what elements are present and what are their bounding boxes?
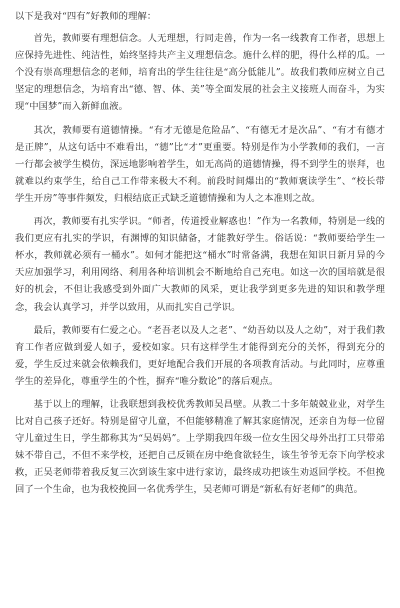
intro-line: 以下是我对“四有”好教师的理解： bbox=[15, 11, 157, 22]
paragraph-morals: 其次，教师要有道德情操。“有才无德是危险品”、“有德无才是次品”、“有才有德才是正牌”，从这句话中不难看出，“德”比“才”更重要。特别是作为小学教师的我们，一言一行都会被学生模仿，深远地影响着学生，如无高尚的道德情操，得不到学生的崇拜，也就难以约束学生，给自己工作带来极大不利。前段时间爆出的“教师褒读学生”、“校长带学生开房”等事件频发，归根结底正式缺乏道德情操和为人之本准则之故。 bbox=[15, 124, 385, 204]
paragraph-example-teacher: 基于以上的理解，让我联想到我校优秀教师吴昌壁。从教二十多年兢兢业业，对学生比对自己孩子还好。特别是留守儿童，不但能够精准了解其家庭情况，还亲自为每一位留守儿童过生日，学生都称其为“吴妈妈”。上学期我四年级一位女生因父母外出打工只带弟妹不带自己，不但不来学校，还把自己反锁在房中绝食欲轻生，该生爷爷无奈下向学校求救，正吴老师带着我反复三次到该生家中进行家访，最终成功把该生劝返回学校。不但挽回了一个生命，也为我校挽回一名优秀学生，吴老师可谓是“新私有好老师”的典范。 bbox=[15, 398, 385, 496]
paragraph-kindness: 最后，教师要有仁爱之心。“老吾老以及人之老”、“幼吾幼以及人之幼”，对于我们教育工作者应做到爱人如子，爱校如家。只有这样学生才能得到充分的关怀，得到充分的爱，学生反过来就会依赖我们，更好地配合我们开展的各项教育活动。与此同时，应尊重学生的差异化，尊重学生的个性，摒弃“唯分数论”的落后观点。 bbox=[15, 324, 385, 387]
paragraph-knowledge: 再次，教师要有扎实学识。“师者，传道授业解惑也！”作为一名教师，特别是一线的我们更应有扎实的学识，有渊博的知识储备，才能教好学生。俗话说：“教师要给学生一杯水，教师就必须有一桶水”。如何才能把这“桶水”时常备满，我想在知识日新月异的今天应加强学习，利用网络、利用各种培训机会不断地给自己充电。如这一次的国培就是很好的机会，不但让我感受到外面广大教师的风采，更让我学到更多先进的知识和教学理念，我会认真学习，并学以致用，从而扎实自己学识。 bbox=[15, 216, 385, 313]
paragraph-ideals: 首先，教师要有理想信念。人无理想，行同走兽，作为一名一线教育工作者，思想上应保持先进性、纯洁性，始终坚持共产主义理想信念。施什么样的肥，得什么样的瓜。一个没有崇高理想信念的老师，培育出的学生往往是“高分低能儿”。故我们教师应树立自己坚定的理想信念，为培育出“德、智、体、美”等全面发展的社会主义接班人而奋斗，为实现“中国梦”而入新鲜血液。 bbox=[15, 33, 385, 113]
